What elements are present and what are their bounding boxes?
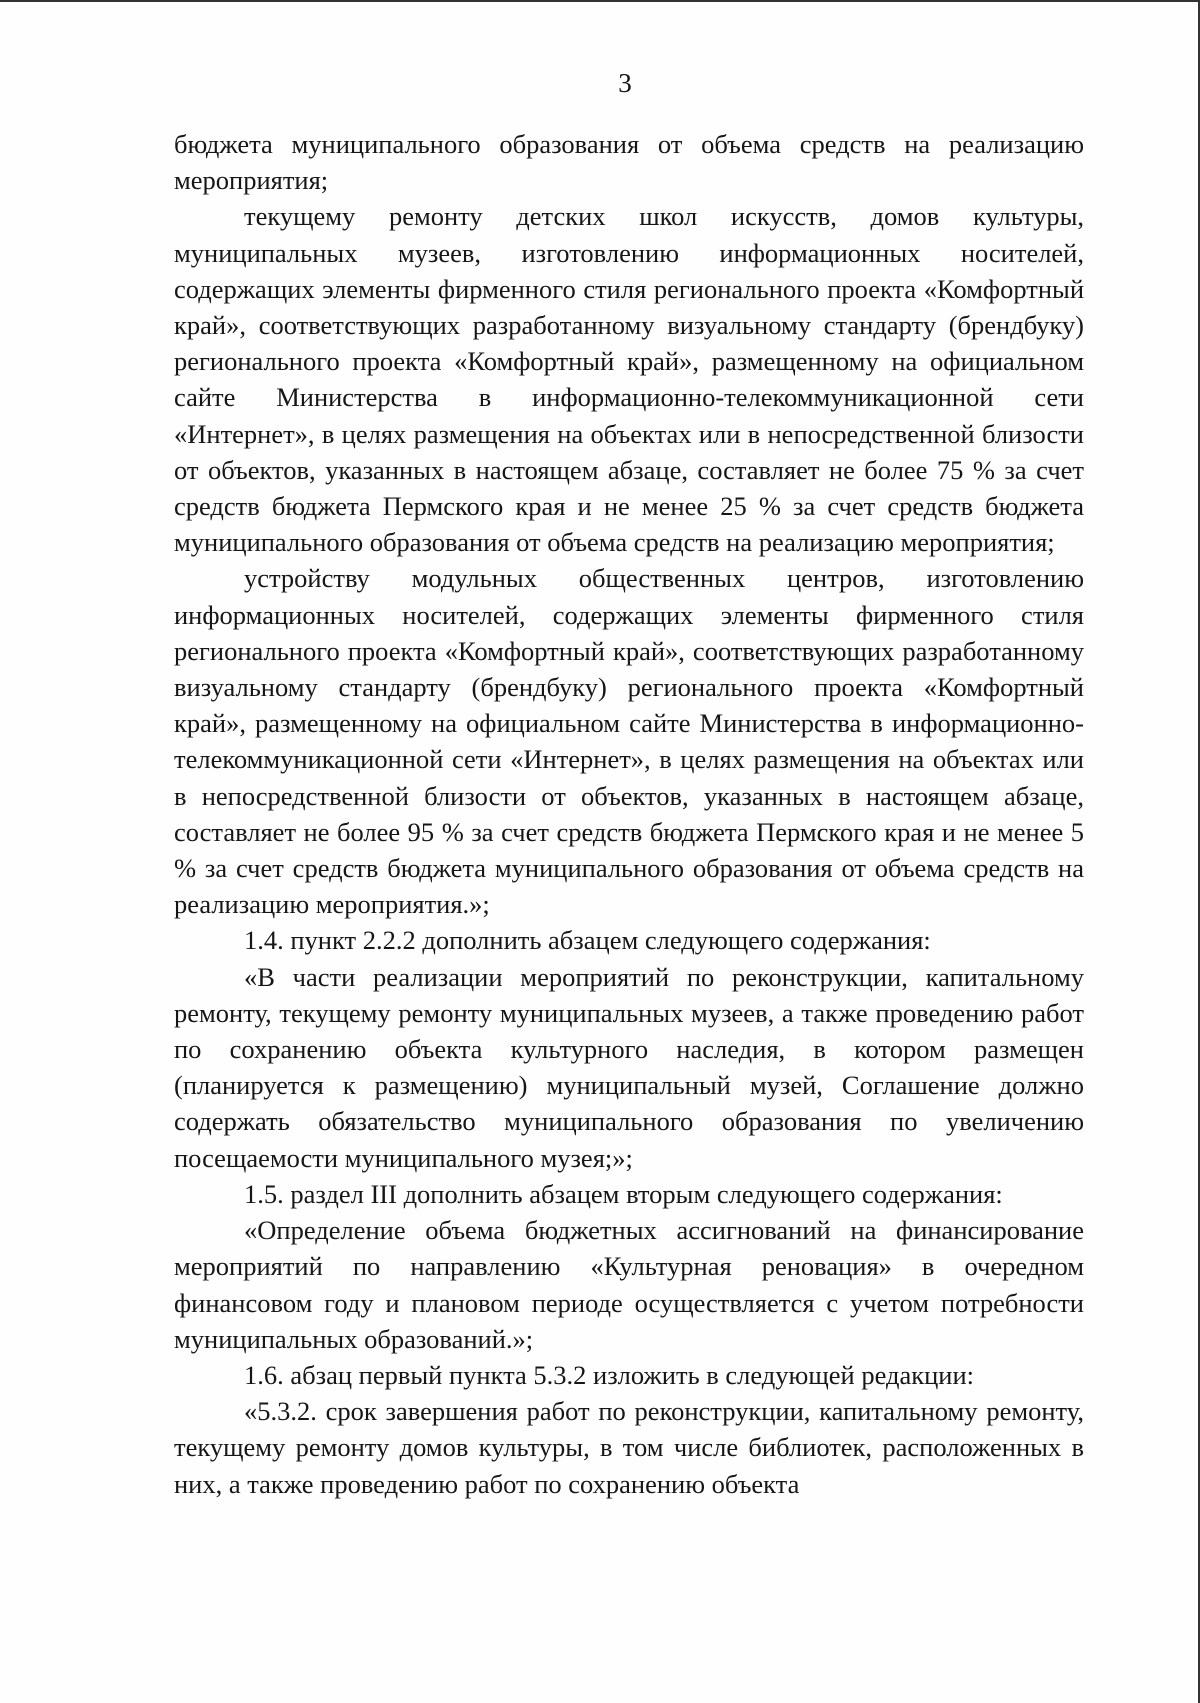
paragraph-budget-allocation: «Определение объема бюджетных ассигнований на финансирование мероприятий по направлению «Культурная реновация» в очередном финансовом году и плановом периоде осуществляется с учетом потребности муниципальных образований.»; bbox=[174, 1215, 1084, 1354]
paragraph-item-5-3-2: «5.3.2. срок завершения работ по реконструкции, капитальному ремонту, текущему ремонту домов культуры, в том числе библиотек, расположенных в них, а также проведению работ по сохранению объекта bbox=[174, 1396, 1084, 1499]
paragraph-item-1-6: 1.6. абзац первый пункта 5.3.2 изложить в следующей редакции: bbox=[244, 1359, 975, 1390]
paragraph-current-repair: текущему ремонту детских школ искусств, домов культуры, муниципальных музеев, изготовлению информационных носителей, содержащих элементы фирменного стиля регионального проекта «Комфортный край», соответствующих разработанному визуальному стандарту (брендбуку) регионального проекта «Комфортный край», размещенному на официальном сайте Министерства в информационно-телекоммуникационной сети «Интернет», в целях размещения на объектах или в непосредственной близости от объектов, указанных в настоящем абзаце, составляет не более 75 % за счет средств бюджета Пермского края и не менее 25 % за счет средств бюджета муниципального образования от объема средств на реализацию мероприятия; bbox=[174, 201, 1084, 558]
paragraph-budget-continuation: бюджета муниципального образования от объема средств на реализацию мероприятия; bbox=[174, 129, 1084, 196]
paragraph-item-1-4: 1.4. пункт 2.2.2 дополнить абзацем следующего содержания: bbox=[244, 925, 931, 956]
page-number: 3 bbox=[618, 68, 632, 98]
document-body bbox=[174, 126, 1084, 1502]
paragraph-museum-agreement: «В части реализации мероприятий по реконструкции, капитальному ремонту, текущему ремонту муниципальных музеев, а также проведению работ по сохранению объекта культурного наследия, в котором размещен (планируется к размещению) муниципальный музей, Соглашение должно содержать обязательство муниципального образования по увеличению посещаемости муниципального музея;»; bbox=[174, 961, 1084, 1173]
paragraph-modular-centers: устройству модульных общественных центров, изготовлению информационных носителей, содержащих элементы фирменного стиля регионального проекта «Комфортный край», соответствующих разработанному визуальному стандарту (брендбуку) регионального проекта «Комфортный край», размещенному на официальном сайте Министерства в информационно-телекоммуникационной сети «Интернет», в целях размещения на объектах или в непосредственной близости от объектов, указанных в настоящем абзаце, составляет не более 95 % за счет средств бюджета Пермского края и не менее 5 % за счет средств бюджета муниципального образования от объема средств на реализацию мероприятия.»; bbox=[174, 563, 1084, 920]
paragraph-item-1-5: 1.5. раздел III дополнить абзацем вторым следующего содержания: bbox=[244, 1178, 1003, 1209]
